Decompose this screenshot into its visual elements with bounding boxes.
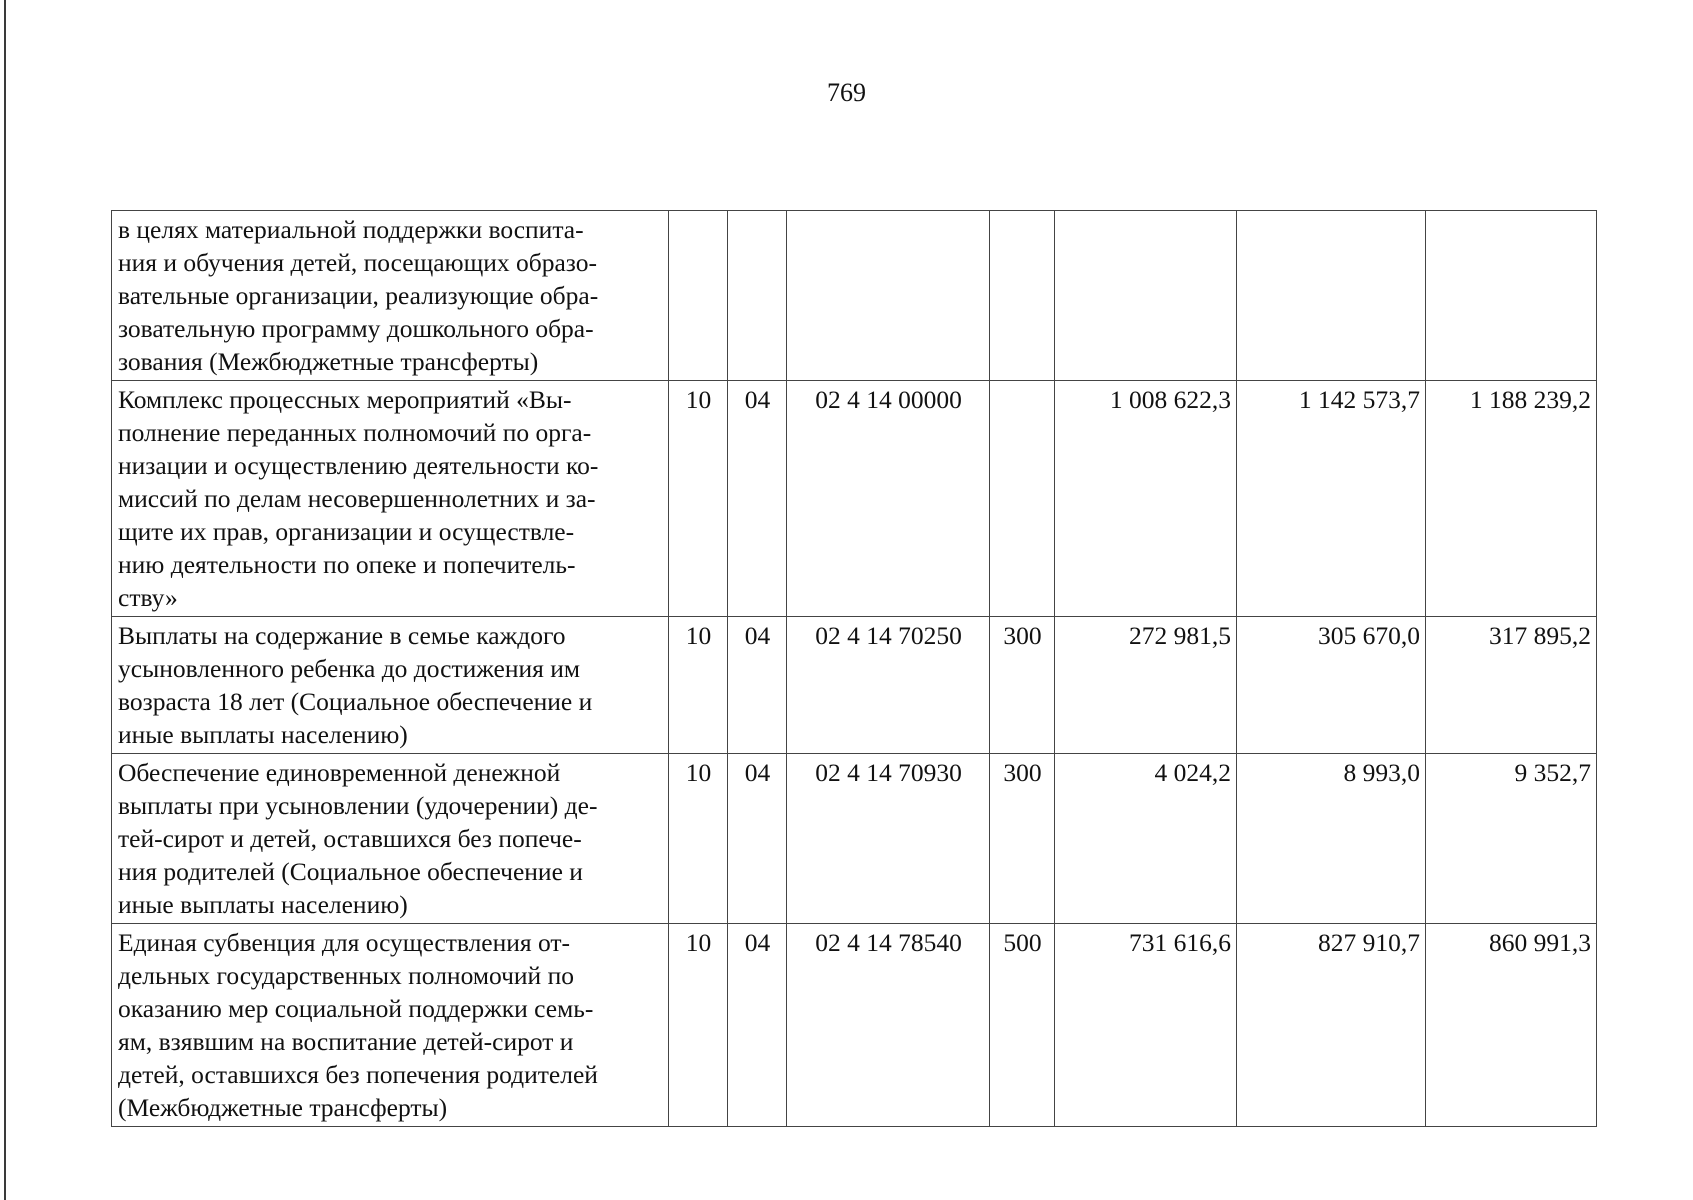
- amount-2-cell: 827 910,7: [1237, 924, 1426, 1127]
- item-name-line: иные выплаты населению): [118, 720, 408, 749]
- target-article-code-cell: 02 4 14 70930: [787, 754, 990, 924]
- section-code-cell: 10: [669, 924, 728, 1127]
- item-name-line: ния и обучения детей, посещающих образо-: [118, 248, 597, 277]
- target-article-code-cell: [787, 211, 990, 381]
- item-name-line: усыновленного ребенка до достижения им: [118, 654, 581, 683]
- expense-type-code-cell: 300: [990, 754, 1055, 924]
- amount-1-cell: 1 008 622,3: [1055, 381, 1237, 617]
- amount-1-cell: 272 981,5: [1055, 617, 1237, 754]
- target-article-code-cell: 02 4 14 78540: [787, 924, 990, 1127]
- item-name-line: зования (Межбюджетные трансферты): [118, 347, 539, 376]
- item-name-cell: [112, 381, 669, 617]
- item-name-line: вательные организации, реализующие обра-: [118, 281, 599, 310]
- item-name-line: ния родителей (Социальное обеспечение и: [118, 857, 583, 886]
- section-code-cell: [669, 211, 728, 381]
- table-row: [112, 754, 1597, 924]
- subsection-code-cell: 04: [728, 924, 787, 1127]
- item-name-line: нию деятельности по опеке и попечитель-: [118, 550, 576, 579]
- item-name-line: тей-сирот и детей, оставшихся без попече-: [118, 824, 582, 853]
- amount-1-cell: 731 616,6: [1055, 924, 1237, 1127]
- amount-3-cell: 9 352,7: [1426, 754, 1597, 924]
- item-name-line: выплаты при усыновлении (удочерении) де-: [118, 791, 598, 820]
- item-name-line: возраста 18 лет (Социальное обеспечение и: [118, 687, 593, 716]
- item-name-line: иные выплаты населению): [118, 890, 408, 919]
- subsection-code-cell: [728, 211, 787, 381]
- section-code-cell: 10: [669, 381, 728, 617]
- item-name-line: ству»: [118, 583, 178, 612]
- budget-table: [111, 210, 1597, 1127]
- target-article-code-cell: 02 4 14 00000: [787, 381, 990, 617]
- item-name-line: ям, взявшим на воспитание детей-сирот и: [118, 1027, 574, 1056]
- subsection-code-cell: 04: [728, 381, 787, 617]
- expense-type-code-cell: [990, 381, 1055, 617]
- item-name-line: щите их прав, организации и осуществле-: [118, 517, 575, 546]
- expense-type-code-cell: 500: [990, 924, 1055, 1127]
- item-name-line: (Межбюджетные трансферты): [118, 1093, 448, 1122]
- table-row: [112, 924, 1597, 1127]
- item-name-line: Обеспечение единовременной денежной: [118, 758, 561, 787]
- section-code-cell: 10: [669, 617, 728, 754]
- item-name-cell: [112, 617, 669, 754]
- page-number: 769: [827, 78, 866, 107]
- item-name-line: в целях материальной поддержки воспита-: [118, 215, 584, 244]
- table-row: [112, 381, 1597, 617]
- table-row: [112, 211, 1597, 381]
- expense-type-code-cell: 300: [990, 617, 1055, 754]
- amount-1-cell: [1055, 211, 1237, 381]
- budget-table-body: [112, 211, 1597, 1127]
- amount-2-cell: 1 142 573,7: [1237, 381, 1426, 617]
- subsection-code-cell: 04: [728, 754, 787, 924]
- item-name-line: Единая субвенция для осуществления от-: [118, 928, 571, 957]
- subsection-code-cell: 04: [728, 617, 787, 754]
- item-name-cell: [112, 754, 669, 924]
- amount-2-cell: 305 670,0: [1237, 617, 1426, 754]
- amount-3-cell: 860 991,3: [1426, 924, 1597, 1127]
- item-name-cell: [112, 924, 669, 1127]
- item-name-line: низации и осуществлению деятельности ко-: [118, 451, 599, 480]
- amount-3-cell: 1 188 239,2: [1426, 381, 1597, 617]
- item-name-line: оказанию мер социальной поддержки семь-: [118, 994, 594, 1023]
- item-name-line: Комплекс процессных мероприятий «Вы-: [118, 385, 572, 414]
- item-name-line: детей, оставшихся без попечения родителей: [118, 1060, 598, 1089]
- table-row: [112, 617, 1597, 754]
- amount-2-cell: 8 993,0: [1237, 754, 1426, 924]
- section-code-cell: 10: [669, 754, 728, 924]
- item-name-line: дельных государственных полномочий по: [118, 961, 574, 990]
- amount-3-cell: 317 895,2: [1426, 617, 1597, 754]
- amount-2-cell: [1237, 211, 1426, 381]
- page-left-edge: [4, 0, 6, 1200]
- item-name-cell: [112, 211, 669, 381]
- item-name-line: Выплаты на содержание в семье каждого: [118, 621, 566, 650]
- item-name-line: миссий по делам несовершеннолетних и за-: [118, 484, 596, 513]
- expense-type-code-cell: [990, 211, 1055, 381]
- item-name-line: полнение переданных полномочий по орга-: [118, 418, 592, 447]
- target-article-code-cell: 02 4 14 70250: [787, 617, 990, 754]
- amount-1-cell: 4 024,2: [1055, 754, 1237, 924]
- item-name-line: зовательную программу дошкольного обра-: [118, 314, 594, 343]
- amount-3-cell: [1426, 211, 1597, 381]
